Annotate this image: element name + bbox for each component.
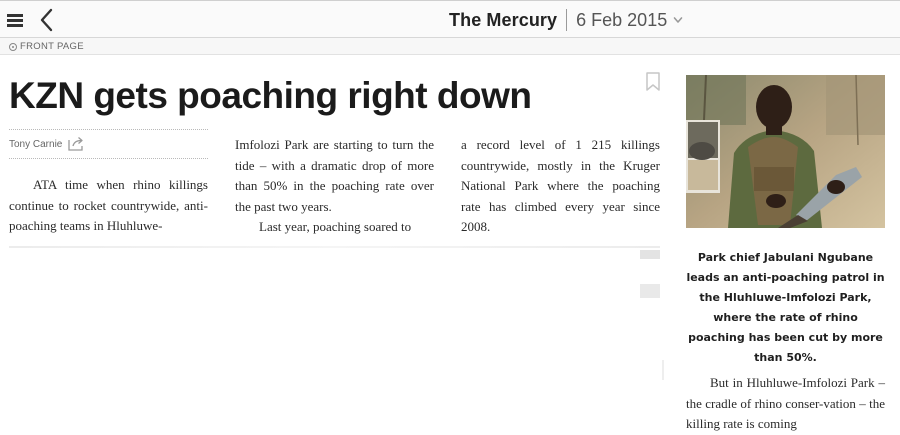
page-thumbnail xyxy=(640,250,660,259)
article-column-3 xyxy=(461,135,660,238)
publication-title: The Mercury xyxy=(449,9,558,30)
article-paragraph: a record level of 1 215 killings countrywide, mostly in the Kruger National Park where the poaching rate has climbed every year since 2008. xyxy=(461,137,660,234)
chevron-down-icon xyxy=(673,15,683,25)
article-photo[interactable] xyxy=(686,75,885,228)
byline xyxy=(9,129,208,159)
article-paragraph: But in Hluhluwe-Imfolozi Park – the cradle of rhino conser-vation – the killing rate is coming xyxy=(686,375,885,431)
article-column-2 xyxy=(235,135,434,238)
title-divider xyxy=(566,9,567,31)
article-column-1 xyxy=(9,175,208,237)
article-paragraph: ATA time when rhino killings continue to rocket countrywide, anti-poaching teams in Hluhluwe- xyxy=(9,177,208,233)
photo-caption: Park chief Jabulani Ngubane leads an anti-poaching patrol in the Hluhluwe-Imfolozi Park, where the rate of rhino poaching has been cut by more than 50%. xyxy=(686,251,885,364)
page-edge xyxy=(662,360,664,380)
share-button[interactable] xyxy=(68,136,86,151)
author-name[interactable]: Tony Carnie xyxy=(9,139,63,150)
section-bar xyxy=(0,38,900,55)
edition-selector[interactable] xyxy=(449,8,683,32)
section-link[interactable] xyxy=(9,41,84,52)
menu-button[interactable] xyxy=(6,10,26,30)
article-column-4 xyxy=(686,373,885,435)
share-icon xyxy=(68,136,86,151)
article-paragraph: Last year, poaching soared to xyxy=(259,219,412,234)
page-thumbnail xyxy=(640,284,660,298)
ranger-photo-image xyxy=(686,75,885,228)
article-paragraph: Imfolozi Park are starting to turn the tide – with a dramatic drop of more than 50% in the poaching rate over the past two years. xyxy=(235,137,434,214)
section-label: FRONT PAGE xyxy=(20,41,84,52)
edition-date: 6 Feb 2015 xyxy=(576,9,668,30)
bookmark-button[interactable] xyxy=(645,72,661,92)
article-headline: KZN gets poaching right down xyxy=(9,75,532,116)
page-fold-shadow xyxy=(9,246,660,248)
back-button[interactable] xyxy=(37,7,57,33)
bookmark-icon xyxy=(645,72,661,92)
target-icon xyxy=(9,43,17,51)
top-toolbar xyxy=(0,0,900,38)
chevron-left-icon xyxy=(37,7,57,33)
